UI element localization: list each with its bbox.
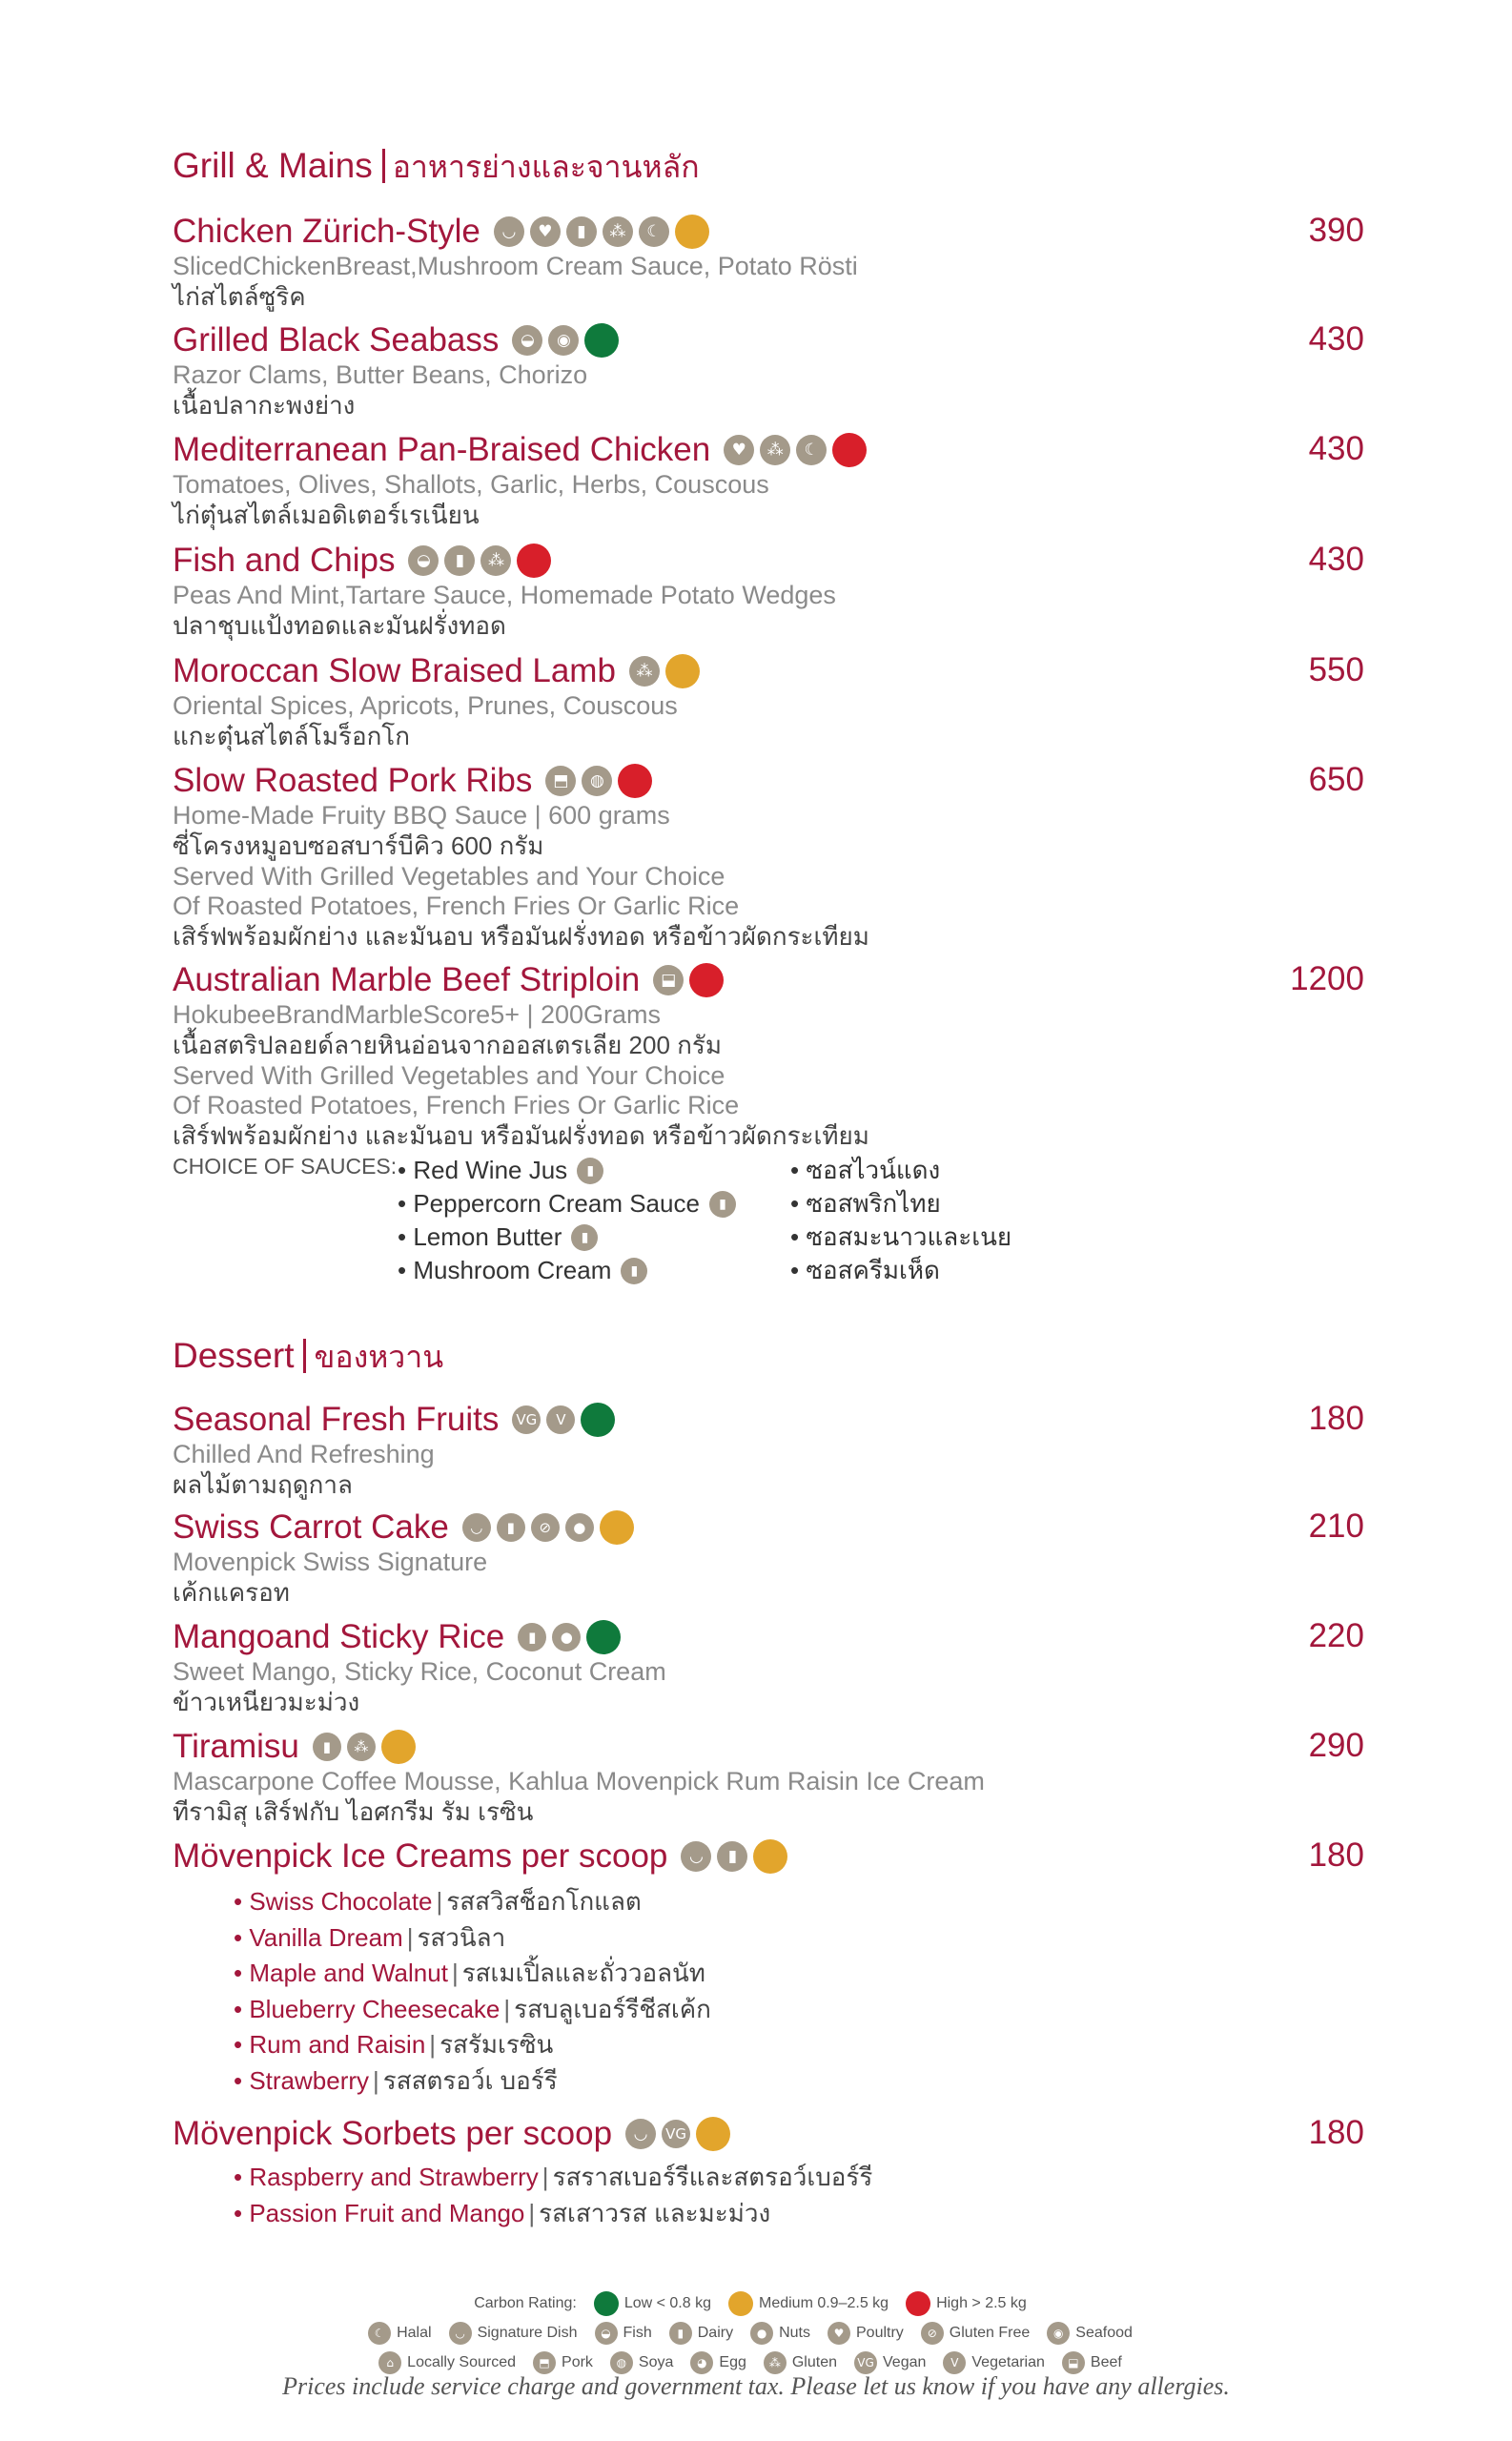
item-icons <box>681 1839 787 1874</box>
item-price: 180 <box>1308 1836 1364 1874</box>
item-price: 430 <box>1308 320 1364 358</box>
locally-sourced-icon: ⌂ <box>378 2351 401 2374</box>
signature-icon: ◡ <box>449 2322 472 2345</box>
sauce-name: • Peppercorn Cream Sauce <box>398 1189 700 1218</box>
beef-icon: ⬓ <box>653 965 684 995</box>
beef-icon: ⬓ <box>1062 2351 1085 2374</box>
menu-item <box>173 2114 1364 2154</box>
seafood-icon: ◉ <box>548 325 579 356</box>
carbon-high-icon <box>618 764 652 798</box>
gluten-free-icon: ⊘ <box>531 1513 560 1542</box>
item-name: Mövenpick Sorbets per scoop <box>173 2115 613 2152</box>
menu-item <box>173 960 1364 1152</box>
item-icons <box>408 544 551 578</box>
carbon-medium-icon <box>753 1839 787 1874</box>
title-divider <box>382 149 385 183</box>
item-thai-name: ไก่ตุ๋นสไตล์เมอดิเตอร์เรเนียน <box>173 501 480 529</box>
flavor-name: • Raspberry and Strawberry <box>234 2163 539 2192</box>
flavor-name-thai: รสราสเบอร์รีและสตรอว์เบอร์รี <box>552 2163 873 2192</box>
flavor-name-thai: รสบลูเบอร์รีชีสเค้ก <box>514 1994 711 2023</box>
carbon-medium-icon <box>696 2117 730 2151</box>
item-price: 220 <box>1308 1617 1364 1654</box>
item-icons <box>494 215 709 249</box>
carbon-rating-row <box>0 2288 1512 2318</box>
item-description: Sweet Mango, Sticky Rice, Coconut Cream <box>173 1657 666 1686</box>
dairy-icon: ▮ <box>566 216 597 247</box>
flavor-item: • Passion Fruit and Mango | รสเสาวรส และมะม่วง <box>234 2196 872 2232</box>
menu-item <box>173 320 1364 421</box>
item-name: Mövenpick Ice Creams per scoop <box>173 1837 668 1875</box>
legend-label: Egg <box>719 2353 746 2370</box>
vegan-icon: VG <box>512 1405 541 1434</box>
carbon-medium-icon <box>728 2291 753 2316</box>
flavor-name-thai: รสเสาวรส และมะม่วง <box>539 2198 771 2227</box>
legend-label: Medium 0.9–2.5 kg <box>758 2294 889 2311</box>
footer-note: Prices include service charge and government tax. Please let us know if you have any allergies. <box>282 2372 1230 2400</box>
item-icons <box>462 1510 634 1545</box>
item-thai-name: ไก่สไตล์ซูริค <box>173 282 306 311</box>
allergen-legend-row <box>0 2318 1512 2348</box>
flavor-name-thai: รสเมเปิ้ลและถั่ววอลนัท <box>461 1959 705 1988</box>
flavor-item: • Blueberry Cheesecake | รสบลูเบอร์รีชีสเค้ก <box>234 1992 711 2028</box>
poultry-icon: ♥ <box>530 216 561 247</box>
item-description: Tomatoes, Olives, Shallots, Garlic, Herbs, Couscous <box>173 470 769 499</box>
item-description: Razor Clams, Butter Beans, Chorizo <box>173 360 588 389</box>
section-title-dessert <box>173 1333 443 1382</box>
dairy-icon: ▮ <box>571 1224 598 1251</box>
dairy-icon: ▮ <box>717 1841 747 1872</box>
carbon-high-icon <box>689 963 724 997</box>
sauce-name-thai: • ซอสครีมเห็ด <box>790 1256 940 1284</box>
fish-icon: ◒ <box>512 325 542 356</box>
item-icons <box>512 1403 615 1437</box>
sauce-name: • Lemon Butter <box>398 1222 562 1251</box>
section-title-grill <box>173 143 700 192</box>
dairy-icon: ▮ <box>444 545 475 576</box>
carbon-medium-icon <box>381 1730 416 1764</box>
item-description: Oriental Spices, Apricots, Prunes, Couscous <box>173 691 678 720</box>
dairy-icon: ▮ <box>669 2322 692 2345</box>
item-serving-note: Served With Grilled Vegetables and Your Choice <box>173 862 725 891</box>
carbon-low-icon <box>581 1403 615 1437</box>
dairy-icon: ▮ <box>497 1513 525 1542</box>
flavor-name: • Rum and Raisin <box>234 2030 426 2060</box>
sauce-list-en <box>398 1154 736 1287</box>
item-price: 1200 <box>1290 960 1364 997</box>
flavor-item: • Raspberry and Strawberry | รสราสเบอร์รีและสตรอว์เบอร์รี <box>234 2160 872 2196</box>
gluten-icon: ⁂ <box>480 545 511 576</box>
item-description: Chilled And Refreshing <box>173 1440 435 1468</box>
menu-item <box>173 1617 1364 1718</box>
item-description: Peas And Mint,Tartare Sauce, Homemade Potato Wedges <box>173 581 836 609</box>
gluten-icon: ⁂ <box>760 435 790 465</box>
menu-item <box>173 541 1364 642</box>
item-name: Swiss Carrot Cake <box>173 1508 449 1546</box>
item-price: 180 <box>1308 2114 1364 2151</box>
item-thai-name: ทีรามิสุ เสิร์ฟกับ ไอศกรีม รัม เรซิน <box>173 1797 534 1826</box>
signature-icon: ◡ <box>462 1513 491 1542</box>
item-name: Australian Marble Beef Striploin <box>173 961 641 998</box>
poultry-icon: ♥ <box>828 2322 850 2345</box>
gluten-icon: ⁂ <box>764 2351 787 2374</box>
item-price: 210 <box>1308 1508 1364 1545</box>
item-thai-name: ข้าวเหนียวมะม่วง <box>173 1688 360 1716</box>
item-thai-name: เค้กแครอท <box>173 1578 290 1607</box>
dairy-icon: ▮ <box>577 1158 603 1184</box>
carbon-low-icon <box>586 1620 621 1654</box>
item-icons <box>313 1730 416 1764</box>
legend-label: Soya <box>638 2353 674 2370</box>
sauce-list-th <box>790 1154 1011 1287</box>
item-name: Slow Roasted Pork Ribs <box>173 762 533 799</box>
item-serving-note-thai: เสิร์ฟพร้อมผักย่าง และมันอบ หรือมันฝรั่งทอด หรือข้าวผัดกระเทียม <box>173 1121 869 1150</box>
gluten-free-icon: ⊘ <box>921 2322 944 2345</box>
flavor-name: • Blueberry Cheesecake <box>234 1994 501 2023</box>
carbon-high-icon <box>832 433 867 467</box>
item-icons <box>653 963 724 997</box>
item-icons <box>518 1620 621 1654</box>
sauce-option <box>398 1187 736 1220</box>
carbon-medium-icon <box>675 215 709 249</box>
item-price: 180 <box>1308 1400 1364 1437</box>
menu-item <box>173 1836 1364 1877</box>
item-name: Grilled Black Seabass <box>173 321 500 359</box>
legend-label: Gluten Free <box>949 2324 1031 2341</box>
item-icons <box>545 764 652 798</box>
sauce-name: • Mushroom Cream <box>398 1256 612 1284</box>
legend-label: Dairy <box>697 2324 734 2341</box>
dairy-icon: ▮ <box>518 1623 546 1651</box>
flavor-name-thai: รสรัมเรซิน <box>439 2030 554 2060</box>
item-serving-note: Of Roasted Potatoes, French Fries Or Garlic Rice <box>173 892 740 920</box>
menu-item <box>173 1508 1364 1609</box>
section-title-thai: ของหวาน <box>314 1340 444 1374</box>
legend-label: Seafood <box>1075 2324 1133 2341</box>
sauce-name-thai: • ซอสไวน์แดง <box>790 1156 941 1184</box>
flavor-name: • Maple and Walnut <box>234 1959 448 1988</box>
item-name: Mediterranean Pan-Braised Chicken <box>173 431 711 468</box>
sauce-name-thai: • ซอสมะนาวและเนย <box>790 1222 1012 1251</box>
poultry-icon: ♥ <box>724 435 754 465</box>
item-description: Mascarpone Coffee Mousse, Kahlua Movenpick Rum Raisin Ice Cream <box>173 1767 985 1795</box>
section-title-thai: อาหารย่างและจานหลัก <box>392 150 700 184</box>
vegan-icon: VG <box>854 2351 877 2374</box>
item-icons <box>625 2117 730 2151</box>
sauce-label: CHOICE OF SAUCES: <box>173 1154 398 1179</box>
halal-icon: ☾ <box>796 435 827 465</box>
nuts-icon: ● <box>750 2322 773 2345</box>
legend-label: Signature Dish <box>477 2324 578 2341</box>
item-name: Chicken Zürich-Style <box>173 213 480 250</box>
carbon-rating-label: Carbon Rating: <box>474 2294 577 2311</box>
menu-item <box>173 761 1364 953</box>
item-thai-name: ผลไม้ตามฤดูกาล <box>173 1470 353 1499</box>
legend-label: Nuts <box>779 2324 810 2341</box>
vegetarian-icon: V <box>546 1405 575 1434</box>
item-icons <box>724 433 867 467</box>
item-description: SlicedChickenBreast,Mushroom Cream Sauce, Potato Rösti <box>173 252 858 280</box>
menu-item <box>173 1400 1364 1501</box>
item-price: 390 <box>1308 212 1364 249</box>
flavor-item: • Vanilla Dream | รสวนิลา <box>234 1920 711 1957</box>
legend-label: Fish <box>623 2324 652 2341</box>
legend-label: Pork <box>562 2353 593 2370</box>
vegan-icon: VG <box>662 2120 690 2148</box>
item-name: Fish and Chips <box>173 542 396 579</box>
carbon-high-icon <box>517 544 551 578</box>
legend-label: Halal <box>397 2324 432 2341</box>
signature-icon: ◡ <box>625 2119 656 2149</box>
flavor-item: • Strawberry | รสสตรอว์เ บอร์รี <box>234 2063 711 2100</box>
vegetarian-icon: V <box>943 2351 966 2374</box>
item-serving-note: Served With Grilled Vegetables and Your Choice <box>173 1061 725 1090</box>
item-thai-name: เนื้อสตริปลอยด์ลายหินอ่อนจากออสเตรเลีย 200 กรัม <box>173 1031 722 1059</box>
item-price: 650 <box>1308 761 1364 798</box>
item-price: 430 <box>1308 541 1364 578</box>
soya-icon: ◍ <box>582 766 612 796</box>
menu-item <box>173 651 1364 752</box>
legend-label: Low < 0.8 kg <box>623 2294 711 2311</box>
icon-legend <box>0 2288 1512 2377</box>
flavor-name: • Strawberry <box>234 2065 370 2095</box>
item-description: Movenpick Swiss Signature <box>173 1548 488 1576</box>
item-name: Tiramisu <box>173 1728 299 1765</box>
gluten-icon: ⁂ <box>629 656 660 687</box>
item-price: 290 <box>1308 1727 1364 1764</box>
flavor-item: • Swiss Chocolate | รสสวิสช็อกโกแลต <box>234 1884 711 1920</box>
legend-label: Locally Sourced <box>407 2353 517 2370</box>
sauce-option <box>398 1254 736 1287</box>
pork-icon: ⬒ <box>545 766 576 796</box>
menu-item <box>173 430 1364 531</box>
legend-label: Poultry <box>856 2324 904 2341</box>
sauce-choices <box>173 1154 1317 1297</box>
flavor-name: • Vanilla Dream <box>234 1922 403 1952</box>
pork-icon: ⬒ <box>533 2351 556 2374</box>
fish-icon: ◒ <box>408 545 439 576</box>
flavor-name-thai: รสสวิสช็อกโกแลต <box>446 1887 642 1917</box>
dairy-icon: ▮ <box>621 1258 647 1284</box>
item-description: HokubeeBrandMarbleScore5+ | 200Grams <box>173 1000 662 1029</box>
sauce-option <box>398 1154 736 1187</box>
dairy-icon: ▮ <box>709 1191 736 1218</box>
signature-icon: ◡ <box>681 1841 711 1872</box>
flavor-name-thai: รสสตรอว์เ บอร์รี <box>382 2065 558 2095</box>
soya-icon: ◍ <box>610 2351 633 2374</box>
legend-label: High > 2.5 kg <box>936 2294 1027 2311</box>
item-thai-name: แกะตุ๋นสไตล์โมร็อกโก <box>173 722 411 750</box>
egg-icon: ◕ <box>690 2351 713 2374</box>
flavor-name: • Swiss Chocolate <box>234 1887 433 1917</box>
ice-cream-flavors <box>234 1884 711 2099</box>
sauce-name-thai: • ซอสพริกไทย <box>790 1189 941 1218</box>
item-thai-name: เนื้อปลากะพงย่าง <box>173 391 356 420</box>
menu-item <box>173 1727 1364 1828</box>
nuts-icon: ● <box>565 1513 594 1542</box>
item-name: Mangoand Sticky Rice <box>173 1618 505 1655</box>
legend-label: Beef <box>1090 2353 1122 2370</box>
gluten-icon: ⁂ <box>347 1733 376 1761</box>
sauce-name: • Red Wine Jus <box>398 1156 568 1184</box>
fish-icon: ◒ <box>595 2322 618 2345</box>
title-divider <box>303 1339 306 1373</box>
carbon-low-icon <box>594 2291 619 2316</box>
carbon-medium-icon <box>665 654 700 688</box>
menu-item <box>173 212 1364 313</box>
item-name: Moroccan Slow Braised Lamb <box>173 652 616 689</box>
item-serving-note: Of Roasted Potatoes, French Fries Or Garlic Rice <box>173 1091 740 1119</box>
legend-label: Vegan <box>883 2353 927 2370</box>
carbon-low-icon <box>584 323 619 358</box>
flavor-item: • Rum and Raisin | รสรัมเรซิน <box>234 2027 711 2063</box>
item-thai-name: ปลาชุบแป้งทอดและมันฝรั่งทอด <box>173 611 506 640</box>
item-price: 430 <box>1308 430 1364 467</box>
legend-label: Vegetarian <box>971 2353 1045 2370</box>
item-thai-name: ซี่โครงหมูอบซอสบาร์บีคิว 600 กรัม <box>173 831 544 860</box>
carbon-medium-icon <box>600 1510 634 1545</box>
item-icons <box>629 654 700 688</box>
nuts-icon: ● <box>552 1623 581 1651</box>
flavor-name-thai: รสวนิลา <box>417 1922 506 1952</box>
item-icons <box>512 323 619 358</box>
carbon-high-icon <box>906 2291 930 2316</box>
item-description: Home-Made Fruity BBQ Sauce | 600 grams <box>173 801 670 830</box>
sorbet-flavors <box>234 2160 872 2231</box>
sauce-option <box>398 1220 736 1254</box>
section-title-text: Grill & Mains <box>173 146 373 185</box>
item-name: Seasonal Fresh Fruits <box>173 1401 500 1438</box>
flavor-item: • Maple and Walnut | รสเมเปิ้ลและถั่ววอลนัท <box>234 1956 711 1992</box>
signature-icon: ◡ <box>494 216 524 247</box>
legend-label: Gluten <box>791 2353 837 2370</box>
halal-icon: ☾ <box>639 216 669 247</box>
halal-icon: ☾ <box>368 2322 391 2345</box>
seafood-icon: ◉ <box>1047 2322 1070 2345</box>
section-title-text: Dessert <box>173 1336 295 1375</box>
gluten-icon: ⁂ <box>603 216 633 247</box>
dairy-icon: ▮ <box>313 1733 341 1761</box>
flavor-name: • Passion Fruit and Mango <box>234 2198 525 2227</box>
item-price: 550 <box>1308 651 1364 688</box>
item-serving-note-thai: เสิร์ฟพร้อมผักย่าง และมันอบ หรือมันฝรั่งทอด หรือข้าวผัดกระเทียม <box>173 922 869 951</box>
